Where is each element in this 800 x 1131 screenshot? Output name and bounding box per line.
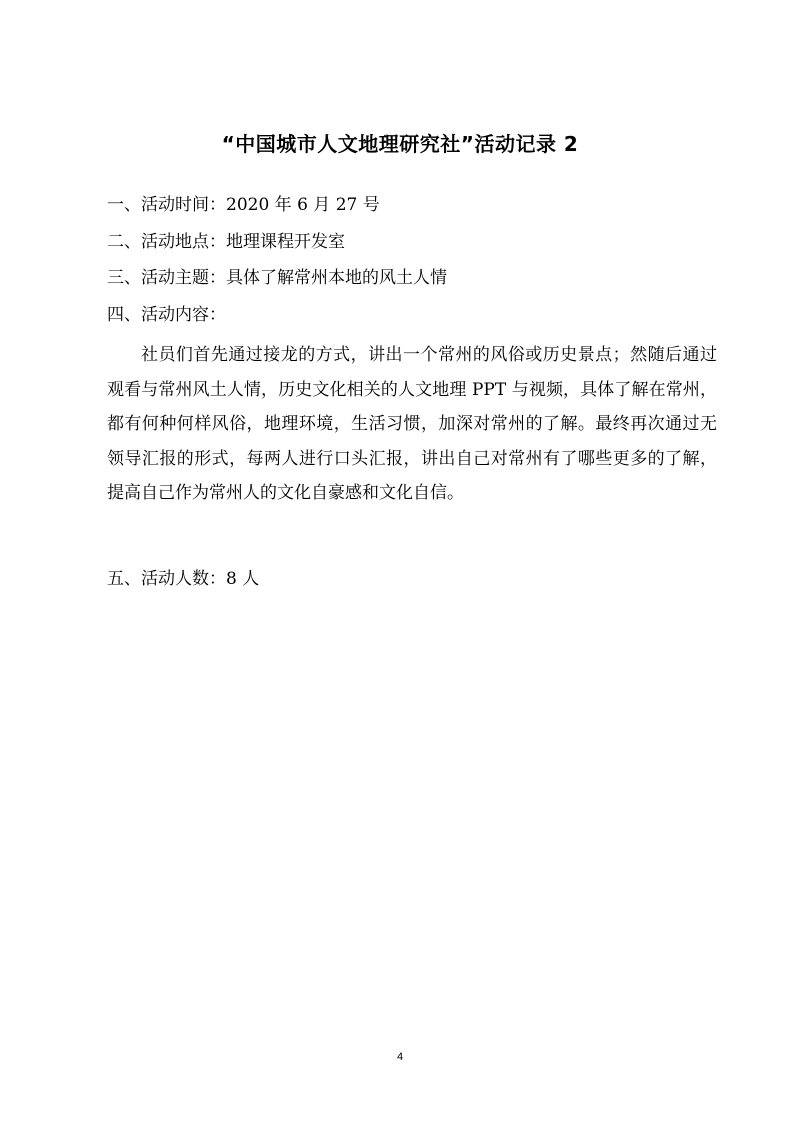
activity-content-body	[107, 338, 717, 511]
page-number: 4	[396, 1051, 404, 1063]
activity-time: 一、活动时间：2020 年 6 月 27 号	[107, 195, 380, 215]
activity-theme: 三、活动主题：具体了解常州本地的风土人情	[107, 268, 447, 288]
activity-content-paragraph: 社员们首先通过接龙的方式，讲出一个常州的风俗或历史景点；然随后通过观看与常州风土人情，历史文化相关的人文地理 PPT 与视频，具体了解在常州，都有何种何样风俗，地理环境，生活习惯，加深对常州的了解。最终再次通过无领导汇报的形式，每两人进行口头汇报，讲出自己对常州有了哪些更多的了解，提高自己作为常州人的文化自豪感和文化自信。	[107, 345, 717, 503]
activity-content-heading: 四、活动内容：	[107, 305, 226, 325]
document-title: “中国城市人文地理研究社”活动记录 2	[221, 132, 579, 156]
activity-participants: 五、活动人数：8 人	[107, 569, 260, 589]
activity-location: 二、活动地点：地理课程开发室	[107, 232, 345, 252]
